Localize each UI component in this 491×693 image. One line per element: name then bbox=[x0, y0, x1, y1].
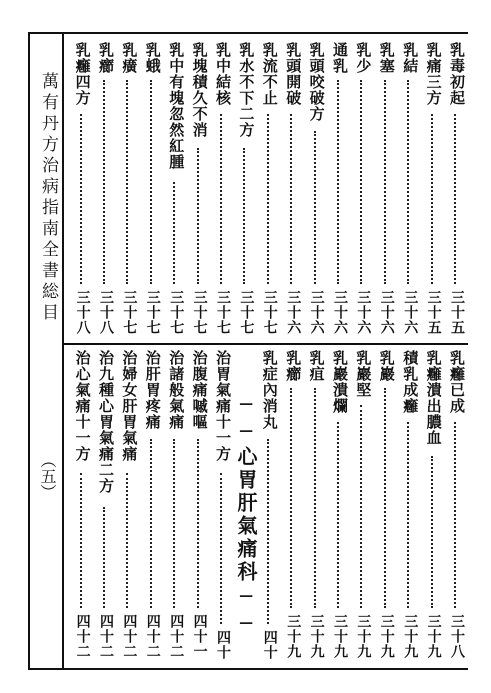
entry-page-number: 四十二 bbox=[74, 614, 91, 659]
entry-page-number: 三十九 bbox=[332, 614, 348, 659]
leader-dots bbox=[360, 80, 364, 284]
leader-dots bbox=[384, 388, 388, 608]
entry-page-number: 四十二 bbox=[168, 614, 185, 659]
leader-dots bbox=[80, 114, 84, 284]
entry-page-number: 三十七 bbox=[168, 290, 185, 335]
entry-page-number: 四十 bbox=[261, 630, 278, 660]
leader-dots bbox=[220, 473, 224, 624]
leader-dots bbox=[267, 439, 271, 624]
leader-dots bbox=[454, 422, 458, 608]
entry-page-number: 三十六 bbox=[332, 290, 348, 335]
entry-title: 治腹痛嘁嘔 bbox=[190, 350, 209, 430]
entry-title: 乳中有塊忽然紅腫 bbox=[167, 42, 186, 170]
entry-title: 治肝胃疼痛 bbox=[143, 350, 162, 430]
entry-title: 治胃氣痛十一方 bbox=[214, 350, 232, 462]
entry-title: 乳水不下二方 bbox=[237, 42, 256, 138]
leader-dots bbox=[431, 114, 435, 284]
entry-page-number: 三十五 bbox=[425, 290, 442, 335]
entry-page-number: 三十七 bbox=[215, 290, 231, 335]
entry-page-number: 三十六 bbox=[402, 290, 419, 335]
leader-dots bbox=[314, 388, 318, 608]
entry-title: 治諸般氣痛 bbox=[167, 350, 186, 430]
entry-title: 乳中結核 bbox=[214, 42, 232, 106]
entry-title: 通乳 bbox=[331, 42, 349, 74]
entry-page-number: 三十七 bbox=[144, 290, 161, 335]
page-number-marker: （五） bbox=[38, 452, 57, 500]
leader-dots bbox=[407, 422, 411, 608]
entry-page-number: 三十八 bbox=[98, 290, 114, 335]
entry-title: 乳巖堅 bbox=[354, 350, 373, 398]
entry-title: 乳癤 bbox=[284, 350, 303, 382]
entry-page-number: 三十八 bbox=[74, 290, 91, 335]
entry-page-number: 三十六 bbox=[355, 290, 372, 335]
entry-page-number: 四十 bbox=[215, 630, 231, 660]
entry-title: 乳疽 bbox=[307, 350, 326, 382]
leader-dots bbox=[267, 114, 271, 284]
entry-page-number: 四十二 bbox=[144, 614, 161, 659]
leader-dots bbox=[197, 439, 201, 608]
entry-title: 乳流不止 bbox=[260, 42, 279, 106]
inner-left-border-line bbox=[62, 32, 64, 670]
leader-dots bbox=[290, 388, 294, 608]
leader-dots bbox=[360, 405, 364, 608]
entry-title: 乳巖 bbox=[377, 350, 396, 382]
leader-dots bbox=[314, 131, 318, 284]
entry-title: 乳蛾 bbox=[143, 42, 162, 74]
leader-dots bbox=[80, 473, 84, 608]
entry-page-number: 三十九 bbox=[425, 614, 442, 659]
entry-title: 乳毒初起 bbox=[448, 42, 466, 106]
entry-page-number: 三十七 bbox=[261, 290, 278, 335]
entry-title: 乳塊積久不消 bbox=[190, 42, 209, 138]
entry-page-number: 四十一 bbox=[191, 614, 208, 659]
middle-divider-line bbox=[62, 343, 468, 345]
entry-title: 乳癰四方 bbox=[73, 42, 92, 106]
entry-title: 治九種心胃氣痛二方 bbox=[97, 350, 115, 494]
entry-page-number: 三十六 bbox=[378, 290, 395, 335]
leader-dots bbox=[431, 456, 435, 608]
entry-title: 乳癀 bbox=[120, 42, 139, 74]
leader-dots bbox=[173, 439, 177, 608]
leader-dots bbox=[150, 439, 154, 608]
leader-dots bbox=[197, 148, 201, 284]
entry-title: 乳症內消丸 bbox=[260, 350, 279, 430]
leader-dots bbox=[103, 80, 107, 284]
entry-title: 乳頭咬破方 bbox=[307, 42, 326, 122]
entry-title: 積乳成癰 bbox=[401, 350, 420, 414]
entry-page-number: 三十五 bbox=[449, 290, 465, 335]
entry-title: 乳巖潰爛 bbox=[331, 350, 349, 414]
outer-border-top bbox=[28, 32, 468, 34]
entry-page-number: 三十九 bbox=[378, 614, 395, 659]
leader-dots bbox=[103, 507, 107, 608]
leader-dots bbox=[337, 80, 341, 284]
leader-dots bbox=[407, 80, 411, 284]
entry-page-number: 三十九 bbox=[285, 614, 302, 659]
leader-dots bbox=[454, 114, 458, 284]
entry-page-number: 三十七 bbox=[191, 290, 208, 335]
entry-page-number: 三十八 bbox=[449, 614, 465, 659]
entry-title: 乳癰潰出膿血 bbox=[424, 350, 443, 446]
entry-title: 治心氣痛十一方 bbox=[73, 350, 92, 462]
entry-page-number: 三十六 bbox=[285, 290, 302, 335]
entry-title: 乳少 bbox=[354, 42, 373, 74]
leader-dots bbox=[126, 473, 130, 608]
entry-title: 治婦女肝胃氣痛 bbox=[120, 350, 139, 462]
leader-dots bbox=[384, 80, 388, 284]
entry-page-number: 四十二 bbox=[121, 614, 138, 659]
entry-page-number: 三十九 bbox=[355, 614, 372, 659]
entry-title: 乳頭開破 bbox=[284, 42, 303, 106]
entry-page-number: 三十九 bbox=[402, 614, 419, 659]
leader-dots bbox=[220, 114, 224, 284]
entry-title: 乳癰已成 bbox=[448, 350, 466, 414]
outer-border-bottom bbox=[28, 668, 468, 670]
entry-page-number: 三十七 bbox=[238, 290, 255, 335]
entry-title: 乳結 bbox=[401, 42, 420, 74]
entry-title: 乳塞 bbox=[377, 42, 396, 74]
leader-dots bbox=[150, 80, 154, 284]
entry-title: 乳痛三方 bbox=[424, 42, 443, 106]
leader-dots bbox=[337, 422, 341, 608]
leader-dots bbox=[243, 148, 247, 284]
entry-title: 乳癤 bbox=[97, 42, 115, 74]
entry-page-number: 三十七 bbox=[121, 290, 138, 335]
section-heading: ──心胃肝氣痛科── bbox=[234, 392, 258, 638]
leader-dots bbox=[126, 80, 130, 284]
entry-page-number: 四十二 bbox=[98, 614, 114, 659]
entry-page-number: 三十六 bbox=[308, 290, 325, 335]
book-title: 萬有丹方治病指南全書総目 bbox=[38, 72, 58, 324]
left-border-line bbox=[28, 32, 30, 670]
entry-page-number: 三十九 bbox=[308, 614, 325, 659]
leader-dots bbox=[173, 182, 177, 284]
leader-dots bbox=[290, 114, 294, 284]
